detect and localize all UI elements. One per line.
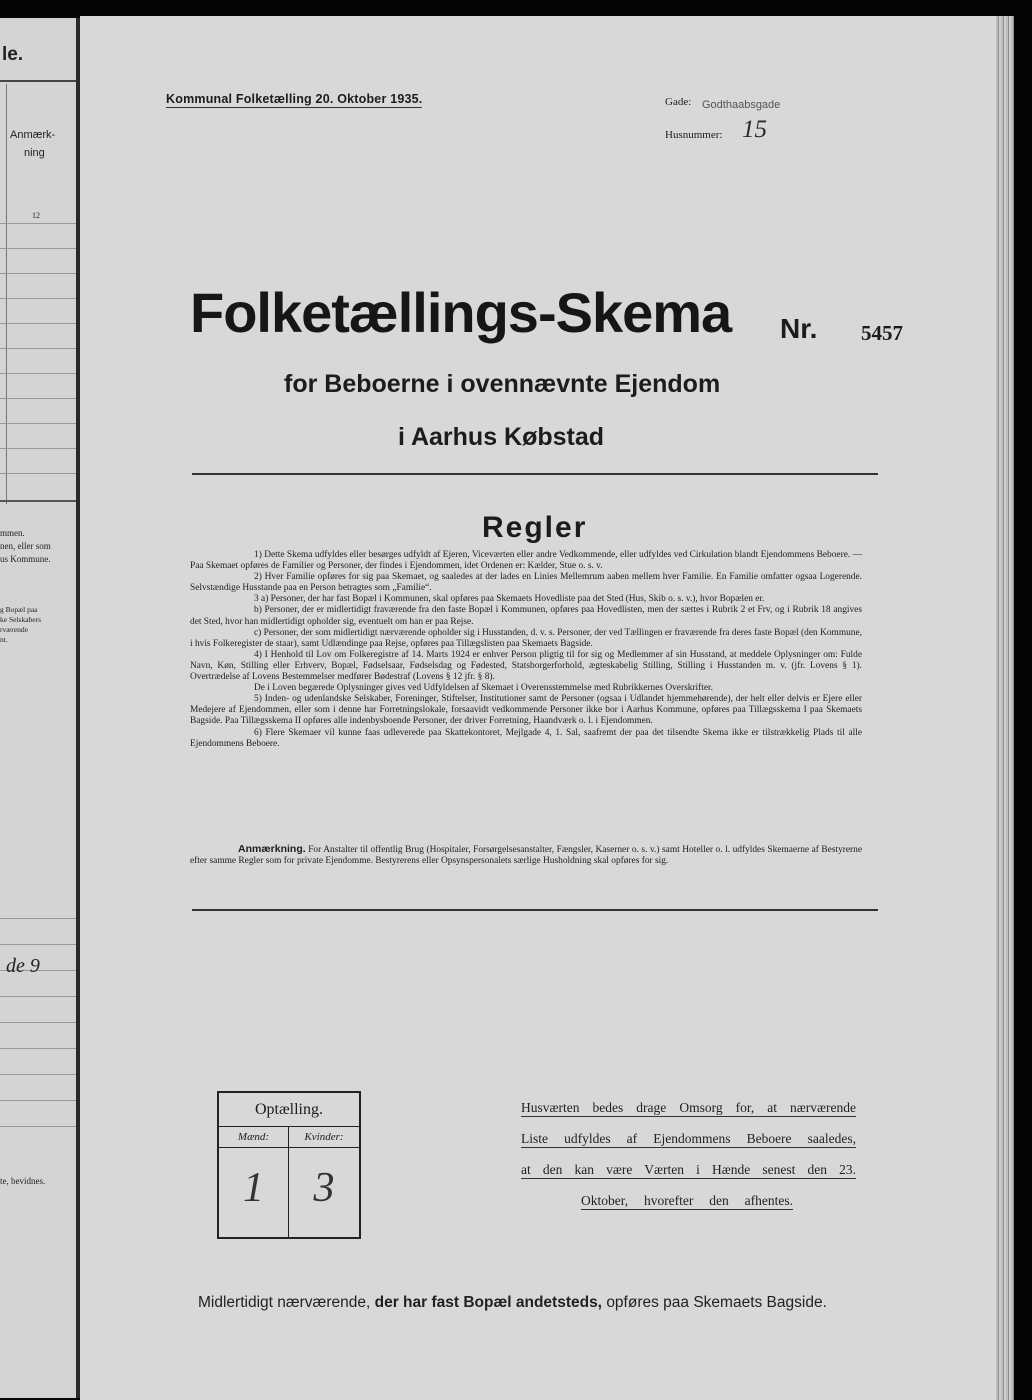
regler-heading: Regler [482, 511, 588, 544]
notice-line-4: Oktober, hvorefter den afhentes. [581, 1193, 793, 1208]
anmaerkning-block [190, 844, 862, 867]
left-row-line [0, 1100, 76, 1101]
left-row-line [0, 273, 76, 274]
census-title-line: Kommunal Folketælling 20. Oktober 1935. [166, 92, 423, 106]
left-facing-page [0, 18, 78, 1398]
left-row-line [0, 348, 76, 349]
count-box [217, 1091, 361, 1239]
left-row-line [0, 944, 76, 945]
divider-bottom [192, 909, 878, 911]
stacked-page-edges [996, 16, 1014, 1400]
regel-5: 5) Inden- og udenlandske Selskaber, Foreninger, Stiftelser, Institutioner samt de Personer (ogsaa i Udlandet hjemmehørende), der helt eller delvis er Ejere eller Medejere af Ejendommen, eller som i denne har Forretningslokale, forsaavidt vedkommende Personer ikke bor i Aarhus Kommune, opføres paa Tillægsskema I paa Skemaets Bagside. Paa Tillægsskema II opføres alle indenbysboende Personer, der driver Forretning, Haandværk o. l. i Ejendommen. [190, 694, 862, 727]
left-row-line [0, 373, 76, 374]
notice-line-1: Husværten bedes drage Omsorg for, at nærværende [521, 1100, 856, 1115]
left-fragment-low-3: rværende [0, 625, 28, 634]
footer-line [198, 1294, 827, 1312]
notice-line-3: at den kan være Værten i Hænde senest den 23. [521, 1162, 856, 1177]
left-rule-top [0, 80, 76, 82]
regel-1: 1) Dette Skema udfyldes eller besørges udfyldt af Ejeren, Viceværten eller andre Vedkommende, eller udfyldes ved Cirkulation blandt Ejendommens Beboere. — Paa Skemaet opføres de Familier og Personer, der findes i Ejendommen, idet Ordenen er: Kælder, Stue o. s. v. [190, 550, 862, 572]
left-row-line [0, 423, 76, 424]
regel-3a: 3 a) Personer, der har fast Bopæl i Kommunen, skal opføres paa Skemaets Hovedliste paa det Sted (Hus, Skib o. s. v.), hvor Bopælen er. [254, 594, 765, 605]
regel-3b: b) Personer, der er midlertidigt fraværende fra den faste Bopæl i Kommunen, opføres paa Hovedlisten, men der sættes i Rubrik 2 et Frv, og i Rubrik 18 angives det Sted, hvor han midlertidigt opholder sig, eventuelt om han er paa Rejse. [190, 605, 862, 627]
husnummer-value: 15 [742, 116, 767, 143]
left-fragment-mid-1: mmen. [0, 528, 25, 538]
form-title: Folketællings-Skema [190, 281, 732, 344]
left-fragment-low-1: g Bopæl paa [0, 605, 38, 614]
women-label: Kvinder: [289, 1127, 359, 1148]
left-row-line [0, 1126, 76, 1127]
left-row-line [0, 473, 76, 474]
husnummer-label: Husnummer: [665, 129, 723, 141]
form-subtitle-1: for Beboerne i ovennævnte Ejendom [284, 370, 721, 398]
footer-part-3: opføres paa Skemaets Bagside. [606, 1294, 827, 1311]
regel-4: 4) I Henhold til Lov om Folkeregistre af 14. Marts 1924 er enhver Person pligtig til for sig og Medlemmer af sin Husstand, at meddele Oplysninger om: Fulde Navn, Køn, Stilling eller Erhverv, Bopæl, Fødselsaar, Fødselsdag og Fødested, Statsborgerforhold, ægteskabelig Stilling, Stilling i Husstanden m. v. (jfr. Lovens § 1). Overtrædelse af Lovens Bestemmelser medfører Bødestraf (Lovens § 12 jfr. § 8). [190, 649, 862, 683]
regel-2: 2) Hver Familie opføres for sig paa Skemaet, og saaledes at der lades en Linies Mellemrum aaben mellem hver Familie. En Familie omfatter ogsaa Logerende. Selvstændige Husstande paa en Person betragtes som „Familie“. [190, 572, 862, 594]
left-row-line [0, 996, 76, 997]
left-fragment-low-2: ke Selskabers [0, 615, 42, 624]
divider-top [192, 473, 878, 475]
regel-3c: c) Personer, der som midlertidigt nærværende opholder sig i Husstanden, d. v. s. Personer, der ved Tællingen er fraværende fra deres faste Bopæl (den Kommune, i hvis Folkeregister de staar), samt Udlændinge paa Rejse, opføres paa Tillægslisten paa Skemaets Bagside. [190, 627, 862, 649]
women-count: 3 [313, 1165, 335, 1211]
footer-part-1: Midlertidigt nærværende, [198, 1294, 371, 1311]
left-row-line [0, 1074, 76, 1075]
left-row-line [0, 500, 76, 502]
men-column [219, 1127, 289, 1237]
left-col-line [6, 84, 7, 504]
regel-6: 6) Flere Skemaer vil kunne faas udleverede paa Skattekontoret, Mejlgade 4, 1. Sal, saafremt der paa det tilsendte Skema ikke er tilstrækkelig Plads til alle Ejendommens Beboere. [190, 727, 862, 749]
notice-line-2: Liste udfyldes af Ejendommens Beboere saaledes, [521, 1131, 856, 1146]
left-row-line [0, 448, 76, 449]
left-fragment-top: le. [2, 44, 24, 65]
anmaerkning-text: For Anstalter til offentlig Brug (Hospitaler, Forsørgelsesanstalter, Fængsler, Kaserner o. s. v.) samt Hoteller o. l. udfyldes Skemaerne af Bestyrerne efter samme Regler som for private Ejendomme. Bestyrerens eller Opsynspersonalets særlige Husholdning skal opføres for sig. [190, 845, 863, 867]
host-notice [521, 1100, 856, 1210]
left-row-line [0, 323, 76, 324]
left-row-line [0, 298, 76, 299]
left-row-line [0, 398, 76, 399]
left-fragment-mid-3: us Kommune. [0, 554, 51, 564]
women-column [289, 1127, 359, 1237]
men-count: 1 [243, 1165, 264, 1211]
left-fragment-bottom: te, bevidnes. [0, 1176, 46, 1186]
men-label: Mænd: [219, 1127, 288, 1148]
form-number-value: 5457 [861, 321, 903, 345]
census-form-page [80, 16, 996, 1400]
form-subtitle-2: i Aarhus Købstad [398, 423, 605, 451]
form-number-label: Nr. [780, 313, 818, 344]
count-box-title: Optælling. [219, 1093, 359, 1127]
gade-label: Gade: [665, 96, 692, 108]
regel-4-note: De i Loven begærede Oplysninger gives ved Udfyldelsen af Skemaet i Overensstemmelse med Rubrikkernes Overskrifter. [254, 683, 713, 694]
left-col-number: 12 [32, 211, 40, 220]
left-row-line [0, 248, 76, 249]
anmaerkning-label: Anmærkning. [238, 843, 306, 855]
gade-value: Godthaabsgade [702, 99, 781, 111]
footer-part-2: der har fast Bopæl andetsteds, [374, 1294, 602, 1311]
left-handwriting: de 9 [6, 955, 40, 977]
left-fragment-low-4: nt. [0, 635, 8, 644]
left-row-line [0, 1022, 76, 1023]
left-fragment-mid-2: nen, eller som [0, 541, 51, 551]
left-header-line1: Anmærk- [10, 129, 56, 141]
left-row-line [0, 1048, 76, 1049]
regler-body [190, 550, 862, 750]
left-row-line [0, 223, 76, 224]
left-header-line2: ning [24, 147, 45, 159]
left-row-line [0, 918, 76, 919]
